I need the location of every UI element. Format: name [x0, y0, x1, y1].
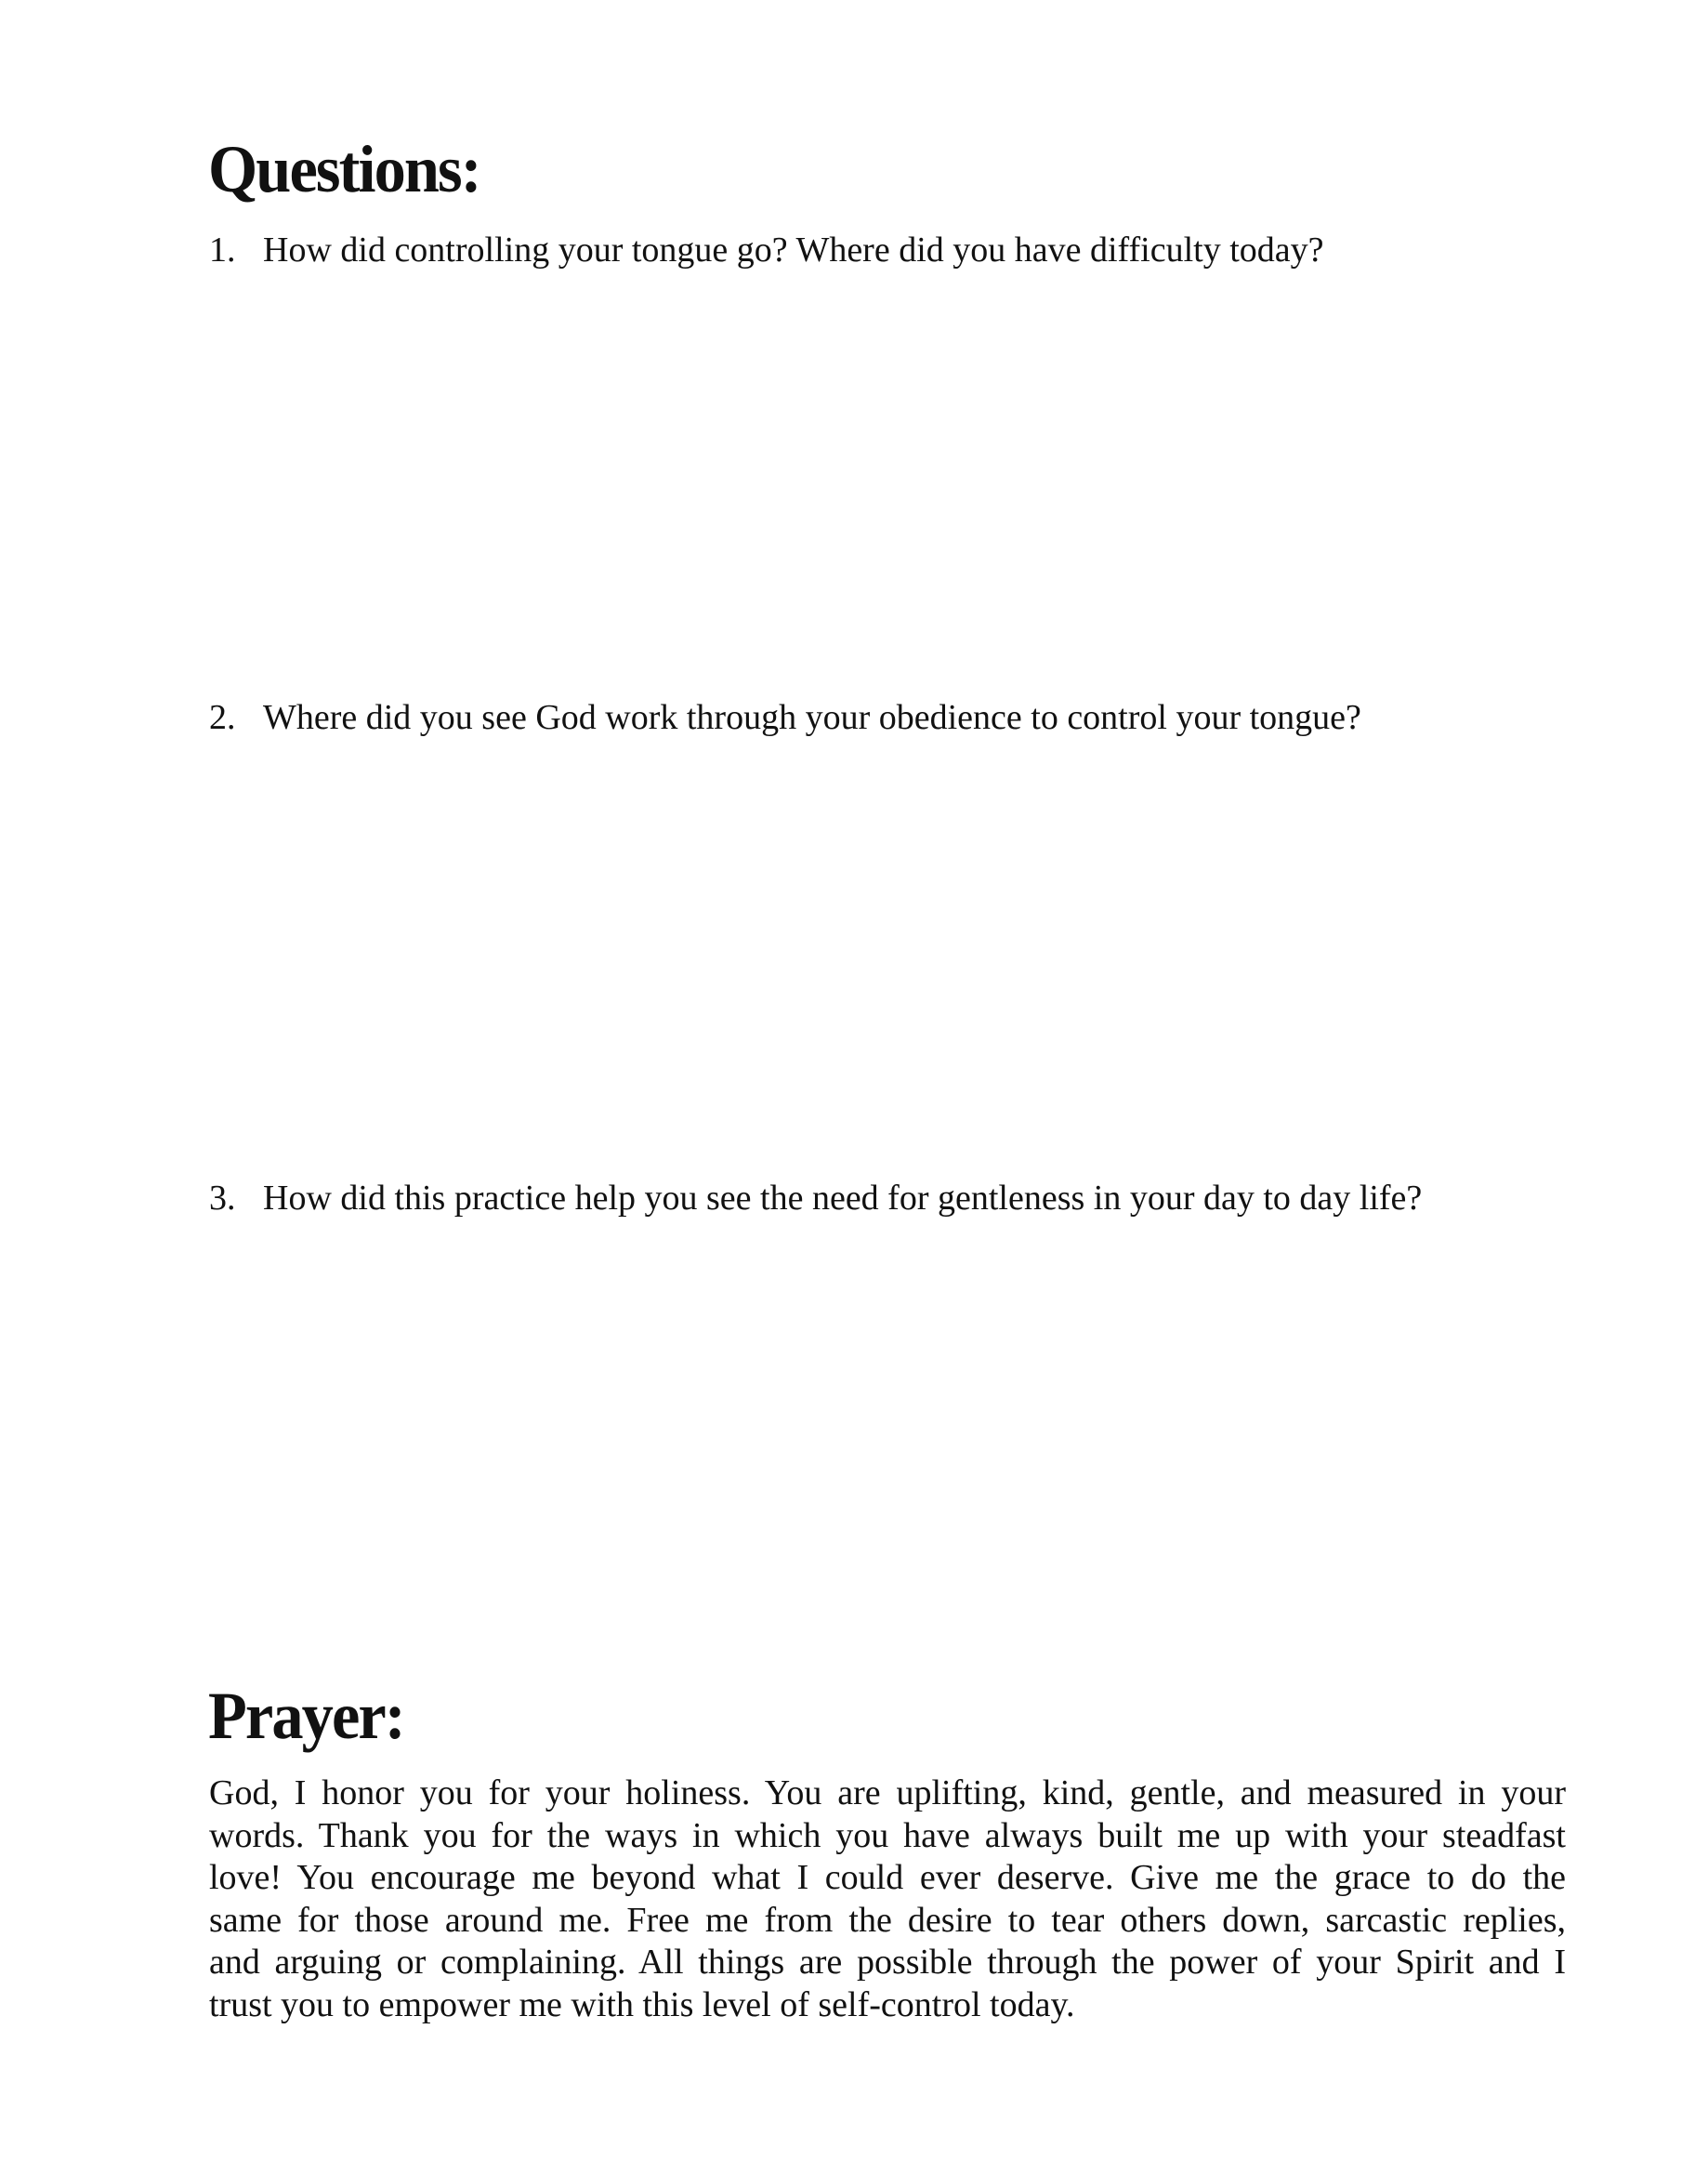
prayer-line: love! You encourage me beyond what I could ever deserve. Give me the grace to do the — [209, 1858, 1566, 1897]
prayer-line: God, I honor you for your holiness. You are uplifting, kind, gentle, and measured in your — [209, 1773, 1566, 1812]
question-text: How did controlling your tongue go? Where did you have difficulty today? — [263, 231, 1324, 270]
prayer-line: trust you to empower me with this level of self-control today. — [209, 1984, 1075, 2024]
question-number: 2. — [209, 698, 236, 737]
prayer-heading: Prayer: — [208, 1679, 404, 1753]
question-2 — [209, 700, 1361, 735]
question-text: Where did you see God work through your obedience to control your tongue? — [263, 698, 1361, 737]
question-number: 1. — [209, 231, 236, 270]
prayer-line: and arguing or complaining. All things are possible through the power of your Spirit and I — [209, 1943, 1566, 1982]
prayer-text — [209, 1772, 1566, 2026]
prayer-line: words. Thank you for the ways in which you have always built me up with your steadfast — [209, 1815, 1566, 1855]
prayer-line: same for those around me. Free me from the desire to tear others down, sarcastic replies, — [209, 1900, 1566, 1940]
question-3 — [209, 1180, 1422, 1216]
question-1 — [209, 232, 1324, 268]
question-number: 3. — [209, 1179, 236, 1218]
question-text: How did this practice help you see the need for gentleness in your day to day life? — [263, 1179, 1423, 1218]
questions-heading: Questions: — [208, 132, 480, 206]
